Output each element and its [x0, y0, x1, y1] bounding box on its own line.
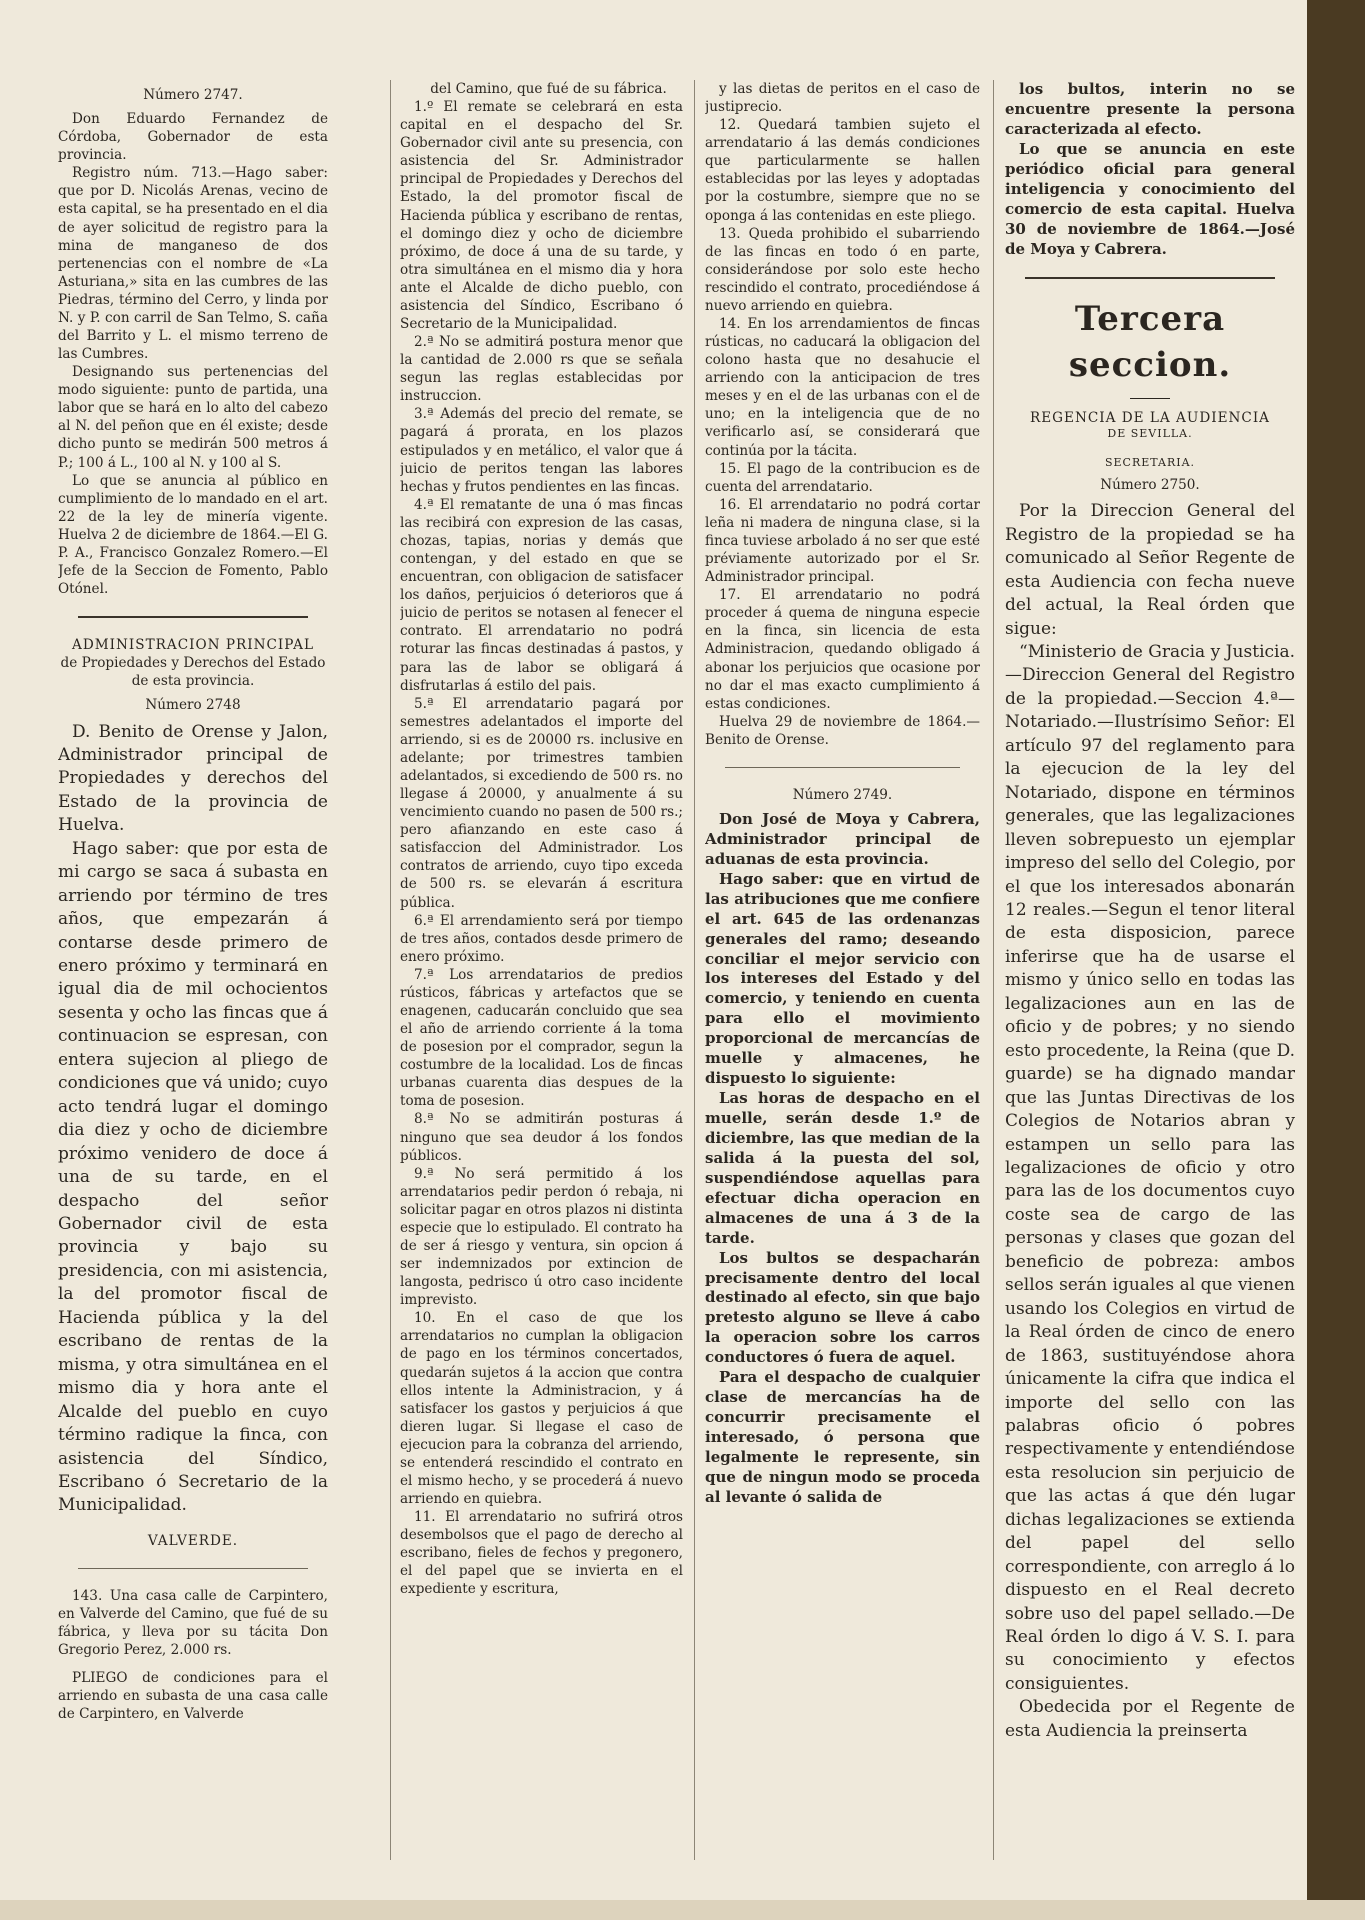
page-binding-edge [1307, 0, 1365, 1920]
notice-paragraph: Hago saber: que por esta de mi cargo se saca á subasta en arriendo por término de tres años, que empezarán á contarse desde primero de enero próximo y terminará en igual dia de mil ochocientos sesenta y ocho las fincas que á continuacion se espresan, con entera sujecion al pliego de condiciones que vá unido; cuyo acto tendrá lugar el domingo dia diez y ocho de diciembre próximo venidero de doce á una de su tarde, en el despacho del señor Gobernador civil de esta provincia y bajo su presidencia, con mi asistencia, la del promotor fiscal de Hacienda pública y la del escribano de rentas de la misma, y otra simultánea en el mismo dia y hora ante el Alcalde del pueblo en cuyo término radique la finca, con asistencia del Síndico, Escribano ó Secretario de la Municipalidad. [58, 838, 328, 1516]
text-line: los bultos, interin no se encuentre presente la persona caracterizada al efecto. [1005, 80, 1295, 138]
notice-paragraph: Los bultos se despacharán precisamente dentro del local destinado al efecto, sin que bajo pretesto alguno se lleve á cabo la operacion sobre los carros conductores ó fuera de aquel. [705, 1248, 980, 1367]
section-heading: ADMINISTRACION PRINCIPAL [72, 637, 314, 654]
condition: 3.ª Además del precio del remate, se pagará á prorata, en los plazos estipulados y en metálico, el valor que á juicio de peritos tengan las labores hechas y frutos pendientes en las fincas. [400, 406, 683, 495]
section-subheading: de Propiedades y Derechos del Estado de esta provincia. [60, 655, 326, 690]
condition: 11. El arrendatario no sufrirá otros desembolsos que el pago de derecho al escribano, fieles de fechos y pregonero, el del papel que se invierta en el expediente y escritura, [400, 1509, 683, 1598]
notice-number: Número 2749. [792, 786, 893, 803]
divider [78, 1568, 308, 1569]
condition: 6.ª El arrendamiento será por tiempo de tres años, contados desde primero de enero próximo. [400, 912, 683, 965]
property-entry: 143. Una casa calle de Carpintero, en Valverde del Camino, que fué de su fábrica, y lleva por su tácita Don Gregorio Perez, 2.000 rs. [58, 1587, 328, 1659]
office-heading: SECRETARIA. [1104, 455, 1196, 469]
town-heading: VALVERDE. [147, 1532, 239, 1549]
notice-paragraph: Registro núm. 713.—Hago saber: que por D. Nicolás Arenas, vecino de esta capital, se ha presentado en el dia de ayer solicitud de registro para la mina de manganeso de dos pertenencias con el nombre de «La Asturiana,» sita en las cumbres de las Piedras, término del Cerro, y linda por N. y P. con carril de San Telmo, S. caña del Barrito y L. el mismo terreno de las Cumbres. [58, 165, 328, 363]
condition: 12. Quedará tambien sujeto el arrendatario á las demás condiciones que particularmente se hallen establecidas por las leyes y adoptadas por la costumbre, siempre que no se oponga á las contenidas en este pliego. [705, 117, 980, 224]
notice-paragraph: Lo que se anuncia al público en cumplimiento de lo mandado en el art. 22 de la ley de minería vigente. Huelva 2 de diciembre de 1864.—El G. P. A., Francisco Gonzalez Romero.—El Jefe de la Seccion de Fomento, Pablo Otónel. [58, 472, 328, 598]
condition: 14. En los arrendamientos de fincas rústicas, no caducará la obligacion del colono hasta que no desahucie el arriendo con la anticipacion de tres meses y en el de las urbanas con el de uno; en la inteligencia que de no verificarlo así, se considerará que continúa por la tácita. [705, 316, 980, 459]
institution-subheading: DE SEVILLA. [1107, 426, 1193, 440]
section-title: Tercera seccion. [1068, 299, 1232, 385]
notice-paragraph: Lo que se anuncia en este periódico oficial para general inteligencia y conocimiento del comercio de esta capital. Huelva 30 de noviembre de 1864.—José de Moya y Cabrera. [1005, 139, 1295, 258]
condition: 2.ª No se admitirá postura menor que la cantidad de 2.000 rs que se señala segun las reglas establecidas por instruccion. [400, 334, 683, 405]
column-rule [694, 80, 695, 1860]
column-2 [400, 80, 683, 1920]
notice-paragraph: Don Eduardo Fernandez de Córdoba, Gobernador de esta provincia. [58, 111, 328, 164]
column-4 [1005, 80, 1295, 1920]
condition: 4.ª El rematante de una ó mas fincas las recibirá con expresion de las casas, chozas, tapias, norias y demás que contengan, y del estado en que se encuentran, con obligacion de satisfacer los daños, perjuicios ó deterioros que á juicio de peritos se notasen al fenecer el contrato. El arrendatario no podrá roturar las fincas destinadas á pastos, y para las de labor se obligará á disfrutarlas á estilo del pais. [400, 496, 683, 694]
notice-paragraph: Designando sus pertenencias del modo siguiente: punto de partida, una labor que se hará en lo alto del cabezo al N. del peñon que en él existe; desde dicho punto se medirán 500 metros á P.; 100 á L., 100 al N. y 100 al S. [58, 364, 328, 471]
column-rule [993, 80, 994, 1860]
notice-number: Número 2747. [143, 87, 243, 103]
notice-number: Número 2750. [1100, 477, 1200, 494]
notice-paragraph: PLIEGO de condiciones para el arriendo en subasta de una casa calle de Carpintero, en Valverde [58, 1670, 328, 1723]
condition: 8.ª No se admitirán posturas á ninguno que sea deudor á los fondos públicos. [400, 1111, 683, 1164]
notice-paragraph: Don José de Moya y Cabrera, Administrador principal de aduanas de esta provincia. [705, 809, 980, 868]
section-divider [78, 616, 308, 618]
notice-paragraph: “Ministerio de Gracia y Justicia.—Direccion General del Registro de la propiedad.—Seccion 4.ª—Notariado.—Ilustrísimo Señor: El artículo 97 del reglamento para la ejecucion de la ley del Notariado, dispone en términos generales, que las legalizaciones lleven sobrepuesto un ejemplar impreso del sello del Colegio, por el que los interesados abonarán 12 reales.—Segun el tenor literal de esta disposicion, parece inferirse que ha de usarse el mismo y único sello en todas las legalizaciones aun en las de oficio y de pobres; y no siendo esto procedente, la Reina (que D. guarde) se ha dignado mandar que las Juntas Directivas de los Colegios de Notarios abran y estampen un sello para las legalizaciones de oficio y otro para las de los documentos cuyo coste sea de cargo de las personas y clases que gozan del beneficio de pobreza: ambos sellos serán iguales al que vienen usando los Colegios en virtud de la Real órden de cinco de enero de 1863, sustituyéndose ahora únicamente la cifra que indica el importe del sello con las palabras oficio ó pobres respectivamente y entendiéndose esta resolucion sin perjuicio de que las actas á que dén lugar dichas legalizaciones se extienda del papel del sello correspondiente, con arreglo á lo dispuesto en el Real decreto sobre uso del papel sellado.—De Real órden lo digo á V. S. I. para su conocimiento y efectos consiguientes. [1005, 642, 1295, 1694]
text-line: del Camino, que fué de su fábrica. [430, 81, 667, 97]
notice-paragraph: Obedecida por el Regente de esta Audiencia la preinserta [1005, 1697, 1295, 1741]
column-3 [705, 80, 980, 1920]
condition: 9.ª No será permitido á los arrendatarios pedir perdon ó rebaja, ni solicitar pagar en otros plazos ni distinta especie que lo estipulado. El contrato ha de ser á riesgo y ventura, sin opcion á ser indemnizados por extincion de langosta, pedrisco ú otro caso incidente imprevisto. [400, 1165, 683, 1309]
notice-paragraph: Hago saber: que en virtud de las atribuciones que me confiere el art. 645 de las ordenanzas generales del ramo; deseando conciliar el mejor servicio con los intereses del Estado y del comercio, y teniendo en cuenta para ello el movimiento proporcional de mercancías de muelle y almacenes, he dispuesto lo siguiente: [705, 869, 980, 1088]
condition: 15. El pago de la contribucion es de cuenta del arrendatario. [705, 460, 980, 495]
institution-heading: REGENCIA DE LA AUDIENCIA [1030, 409, 1270, 426]
notice-paragraph: Las horas de despacho en el muelle, serán desde 1.º de diciembre, las que median de la salida á la puesta del sol, suspendiéndose aquellas para efectuar dicha operacion en almacenes de una á 3 de la tarde. [705, 1089, 980, 1247]
column-rule [390, 80, 391, 1860]
condition: 16. El arrendatario no podrá cortar leña ni madera de ninguna clase, si la finca tuviese arbolado á no ser que esté préviamente autorizado por el Sr. Administrador principal. [705, 496, 980, 586]
notice-number: Número 2748 [145, 697, 241, 714]
condition: 7.ª Los arrendatarios de predios rústicos, fábricas y artefactos que se enagenen, caducarán concluido que sea el año de arriendo corriente á la toma de posesion por el comprador, segun la costumbre de la localidad. Los de fincas urbanas cuarenta dias despues de la toma de posesion. [400, 966, 683, 1110]
notice-paragraph: Por la Direccion General del Registro de la propiedad se ha comunicado al Señor Regente de esta Audiencia con fecha nueve del actual, la Real órden que sigue: [1005, 501, 1295, 639]
condition: 13. Queda prohibido el subarriendo de las fincas en todo ó en parte, considerándose por solo este hecho rescindido el contrato, procediéndose á nuevo arriendo en quiebra. [705, 225, 980, 314]
notice-paragraph: D. Benito de Orense y Jalon, Administrador principal de Propiedades y derechos del Estado de la provincia de Huelva. [58, 721, 328, 836]
section-divider [1025, 277, 1275, 279]
notice-paragraph: Para el despacho de cualquier clase de mercancías ha de concurrir precisamente el interesado, ó persona que legalmente le represente, sin que de ningun modo se proceda al levante ó salida de [705, 1368, 980, 1506]
signature: Huelva 29 de noviembre de 1864.—Benito de Orense. [705, 713, 980, 748]
text-line: y las dietas de peritos en el caso de justiprecio. [705, 81, 980, 116]
divider [725, 767, 960, 768]
condition: 1.º El remate se celebrará en esta capital en el despacho del Sr. Gobernador civil ante su presencia, con asistencia del Sr. Administrador principal de Propiedades y Derechos del Estado, la del promotor fiscal de Hacienda pública y escribano de rentas, el domingo diez y ocho de diciembre próximo, de doce á una de su tarde, y otra simultánea en el mismo dia y hora ante el Alcalde de dicho pueblo, con asistencia del Síndico, Escribano ó Secretario de la Municipalidad. [400, 99, 683, 333]
title-dash [1130, 398, 1170, 399]
condition: 10. En el caso de que los arrendatarios no cumplan la obligacion de pago en los términos concertados, quedarán sujetos á la accion que contra ellos intente la Administracion, y á satisfacer los gastos y perjuicios á que dieren lugar. Si llegase el caso de ejecucion para la cobranza del arriendo, se entenderá rescindido el contrato en el mismo hecho, y se procederá á nuevo arriendo en quiebra. [400, 1310, 683, 1508]
condition: 17. El arrendatario no podrá proceder á quema de ninguna especie en la finca, sin licencia de esta Administracion, quedando obligado á abonar los perjuicios que ocasione por no dar el mas exacto cumplimiento á estas condiciones. [705, 587, 980, 712]
column-1 [58, 80, 328, 1920]
condition: 5.ª El arrendatario pagará por semestres adelantados el importe del arriendo, si es de 20000 rs. inclusive en adelante; por trimestres tambien adelantados, si excediendo de 500 rs. no llegase á 20000, y anualmente á su vencimiento cuando no pasen de 500 rs.; pero afianzando en este caso á satisfaccion del Administrador. Los contratos de arriendo, cuyo tipo exceda de 500 rs. se elevarán á escritura pública. [400, 695, 683, 911]
